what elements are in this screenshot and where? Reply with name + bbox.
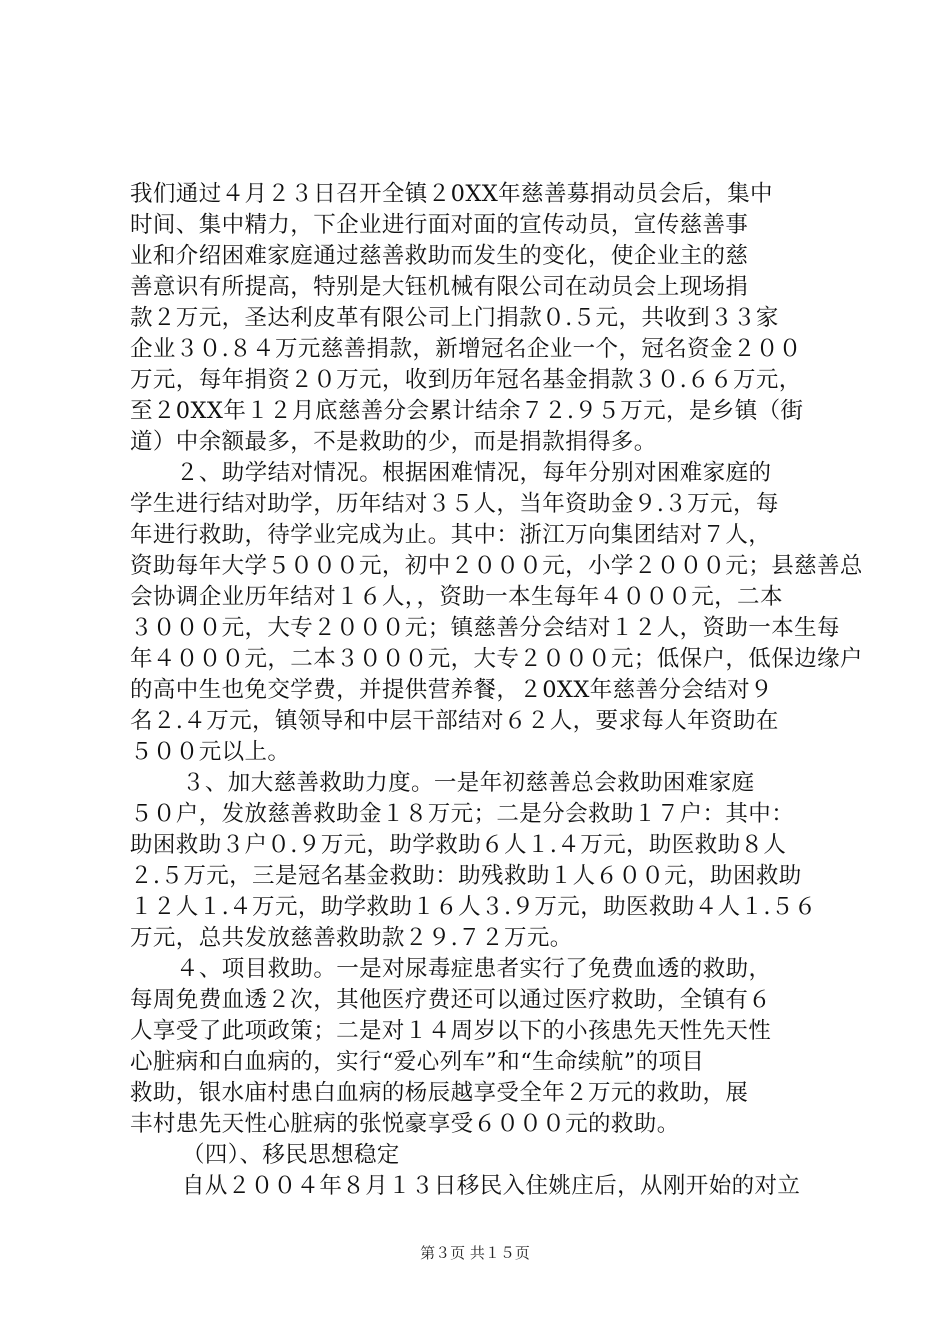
text-line: 至２0XX年１２月底慈善分会累计结余７２.９５万元，是乡镇（街 — [130, 398, 804, 424]
text-line: ２.５万元，三是冠名基金救助：助残救助１人６００元，助困救助 — [130, 863, 802, 889]
text-line: 救助，银水庙村患白血病的杨辰越享受全年２万元的救助，展 — [130, 1080, 749, 1106]
section-heading: （四）、移民思想稳定 — [182, 1142, 400, 1168]
text-line: 丰村患先天性心脏病的张悦豪享受６０００元的救助。 — [130, 1111, 680, 1137]
text-line: 学生进行结对助学，历年结对３５人，当年资助金９.３万元，每 — [130, 491, 779, 517]
text-line: 名２.４万元，镇领导和中层干部结对６２人，要求每人年资助在 — [130, 708, 779, 734]
text-line: 企业３０.８４万元慈善捐款，新增冠名企业一个，冠名资金２００ — [130, 336, 802, 362]
text-line: １２人１.４万元，助学救助１６人３.９万元，助医救助４人１.５６ — [130, 894, 817, 920]
text-line: 年进行救助，待学业完成为止。其中：浙江万向集团结对７人， — [130, 522, 772, 548]
text-line: ５００元以上。 — [130, 739, 291, 765]
text-line: 每周免费血透２次，其他医疗费还可以通过医疗救助，全镇有６ — [130, 987, 772, 1013]
paragraph-start-line: 自从２００４年８月１３日移民入住姚庄后，从刚开始的对立 — [182, 1173, 801, 1199]
text-line: 人享受了此项政策；二是对１４周岁以下的小孩患先天性先天性 — [130, 1018, 772, 1044]
text-line: 资助每年大学５０００元，初中２０００元，小学２０００元；县慈善总 — [130, 553, 863, 579]
text-line: 助困救助３户０.９万元，助学救助６人１.４万元，助医救助８人 — [130, 832, 787, 858]
text-line: ５０户，发放慈善救助金１８万元；二是分会救助１７户：其中： — [130, 801, 795, 827]
text-line: 款２万元，圣达利皮革有限公司上门捐款０.５元，共收到３３家 — [130, 305, 779, 331]
page-footer: 第３页 共１５页 — [420, 1244, 530, 1262]
paragraph-start-line: ２、助学结对情况。根据困难情况，每年分别对困难家庭的 — [176, 460, 772, 486]
text-line: 年４０００元，二本３０００元，大专２０００元；低保户，低保边缘户 — [130, 646, 863, 672]
text-line: 时间、集中精力，下企业进行面对面的宣传动员，宣传慈善事 — [130, 212, 749, 238]
text-line: 万元，总共发放慈善救助款２９.７２万元。 — [130, 925, 573, 951]
text-line: 万元，每年捐资２０万元，收到历年冠名基金捐款３０.６６万元， — [130, 367, 802, 393]
paragraph-start-line: ３、加大慈善救助力度。一是年初慈善总会救助困难家庭 — [182, 770, 755, 796]
text-line: 我们通过４月２３日召开全镇２0XX年慈善募捐动员会后，集中 — [130, 181, 773, 207]
text-line: 心脏病和白血病的，实行“爱心列车”和“生命续航”的项目 — [130, 1049, 705, 1075]
text-line: 善意识有所提高，特别是大钰机械有限公司在动员会上现场捐 — [130, 274, 749, 300]
text-line: 业和介绍困难家庭通过慈善救助而发生的变化，使企业主的慈 — [130, 243, 749, 269]
text-line: 会协调企业历年结对１６人，，资助一本生每年４０００元，二本 — [130, 584, 783, 610]
text-line: 的高中生也免交学费，并提供营养餐，２0XX年慈善分会结对９ — [130, 677, 773, 703]
text-line: ３０００元，大专２０００元；镇慈善分会结对１２人，资助一本生每 — [130, 615, 840, 641]
text-line: 道）中余额最多，不是救助的少，而是捐款捐得多。 — [130, 429, 657, 455]
paragraph-start-line: ４、项目救助。一是对尿毒症患者实行了免费血透的救助， — [176, 956, 772, 982]
